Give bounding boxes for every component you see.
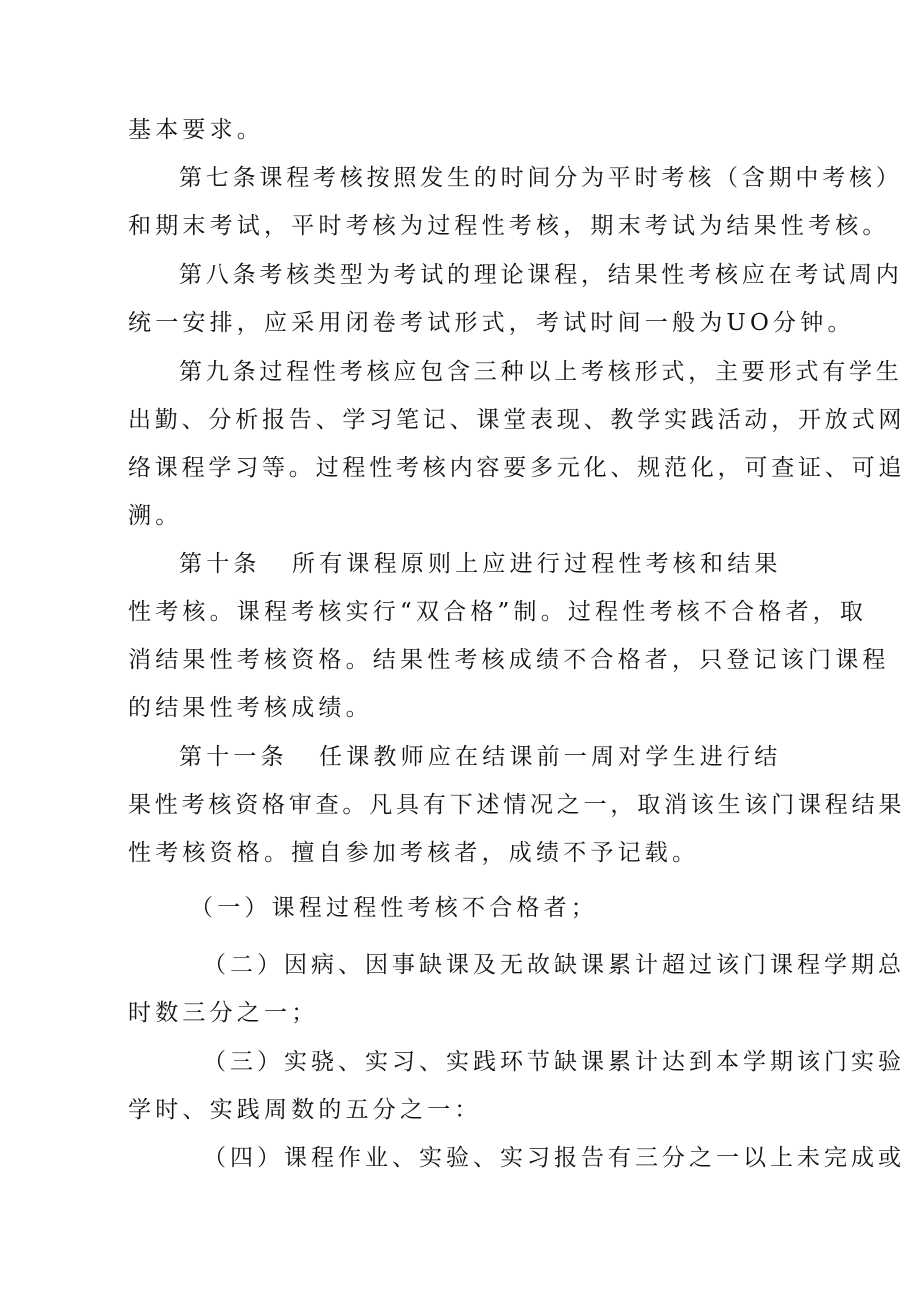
article-10-line-1: 所有课程原则上应进行过程性考核和结果 [292, 551, 782, 577]
article-8-line-2: 统一安排，应采用闭卷考试形式，考试时间一般为UO分钟。 [128, 310, 855, 336]
article-9-line-2: 出勤、分析报告、学习笔记、课堂表现、教学实践活动，开放式网 [128, 407, 906, 433]
article-11-line-1: 任课教师应在结课前一周对学生进行结 [319, 744, 782, 770]
item-1: （一）课程过程性考核不合格者； [190, 895, 598, 921]
article-9-line-4: 溯。 [128, 503, 183, 529]
article-7-line-1: 第七条课程考核按照发生的时间分为平时考核（含期中考核） [179, 165, 903, 191]
article-10-line-2: 性考核。课程考核实行“双合格”制。过程性考核不合格者，取 [128, 599, 868, 625]
article-10-label: 第十条 [179, 551, 261, 577]
item-2-line-2: 时数三分之一； [128, 1000, 319, 1026]
article-7-line-2: 和期末考试，平时考核为过程性考核，期末考试为结果性考核。 [128, 213, 890, 239]
article-9-line-1: 第九条过程性考核应包含三种以上考核形式，主要形式有学生 [179, 359, 903, 385]
article-8-line-1: 第八条考核类型为考试的理论课程，结果性考核应在考试周内 [179, 262, 903, 288]
article-9-line-3: 络课程学习等。过程性考核内容要多元化、规范化，可查证、可追 [128, 455, 906, 481]
article-10-line-3: 消结果性考核资格。结果性考核成绩不合格者，只登记该门课程 [128, 647, 890, 673]
item-3-line-2: 学时、实践周数的五分之一： [128, 1097, 482, 1123]
article-11-label: 第十一条 [179, 744, 288, 770]
article-10-line-4: 的结果性考核成绩。 [128, 695, 373, 721]
item-3-line-1: （三）实骁、实习、实践环节缺课累计达到本学期该门实验 [203, 1049, 905, 1075]
article-11-line-3: 性考核资格。擅自参加考核者，成绩不予记载。 [128, 840, 700, 866]
intro-line: 基本要求。 [128, 117, 264, 143]
article-11-line-2: 果性考核资格审查。凡具有下述情况之一，取消该生该门课程结果 [128, 792, 906, 818]
item-2-line-1: （二）因病、因事缺课及无故缺课累计超过该门课程学期总 [203, 952, 905, 978]
item-4-line-1: （四）课程作业、实验、实习报告有三分之一以上未完成或 [203, 1145, 905, 1171]
